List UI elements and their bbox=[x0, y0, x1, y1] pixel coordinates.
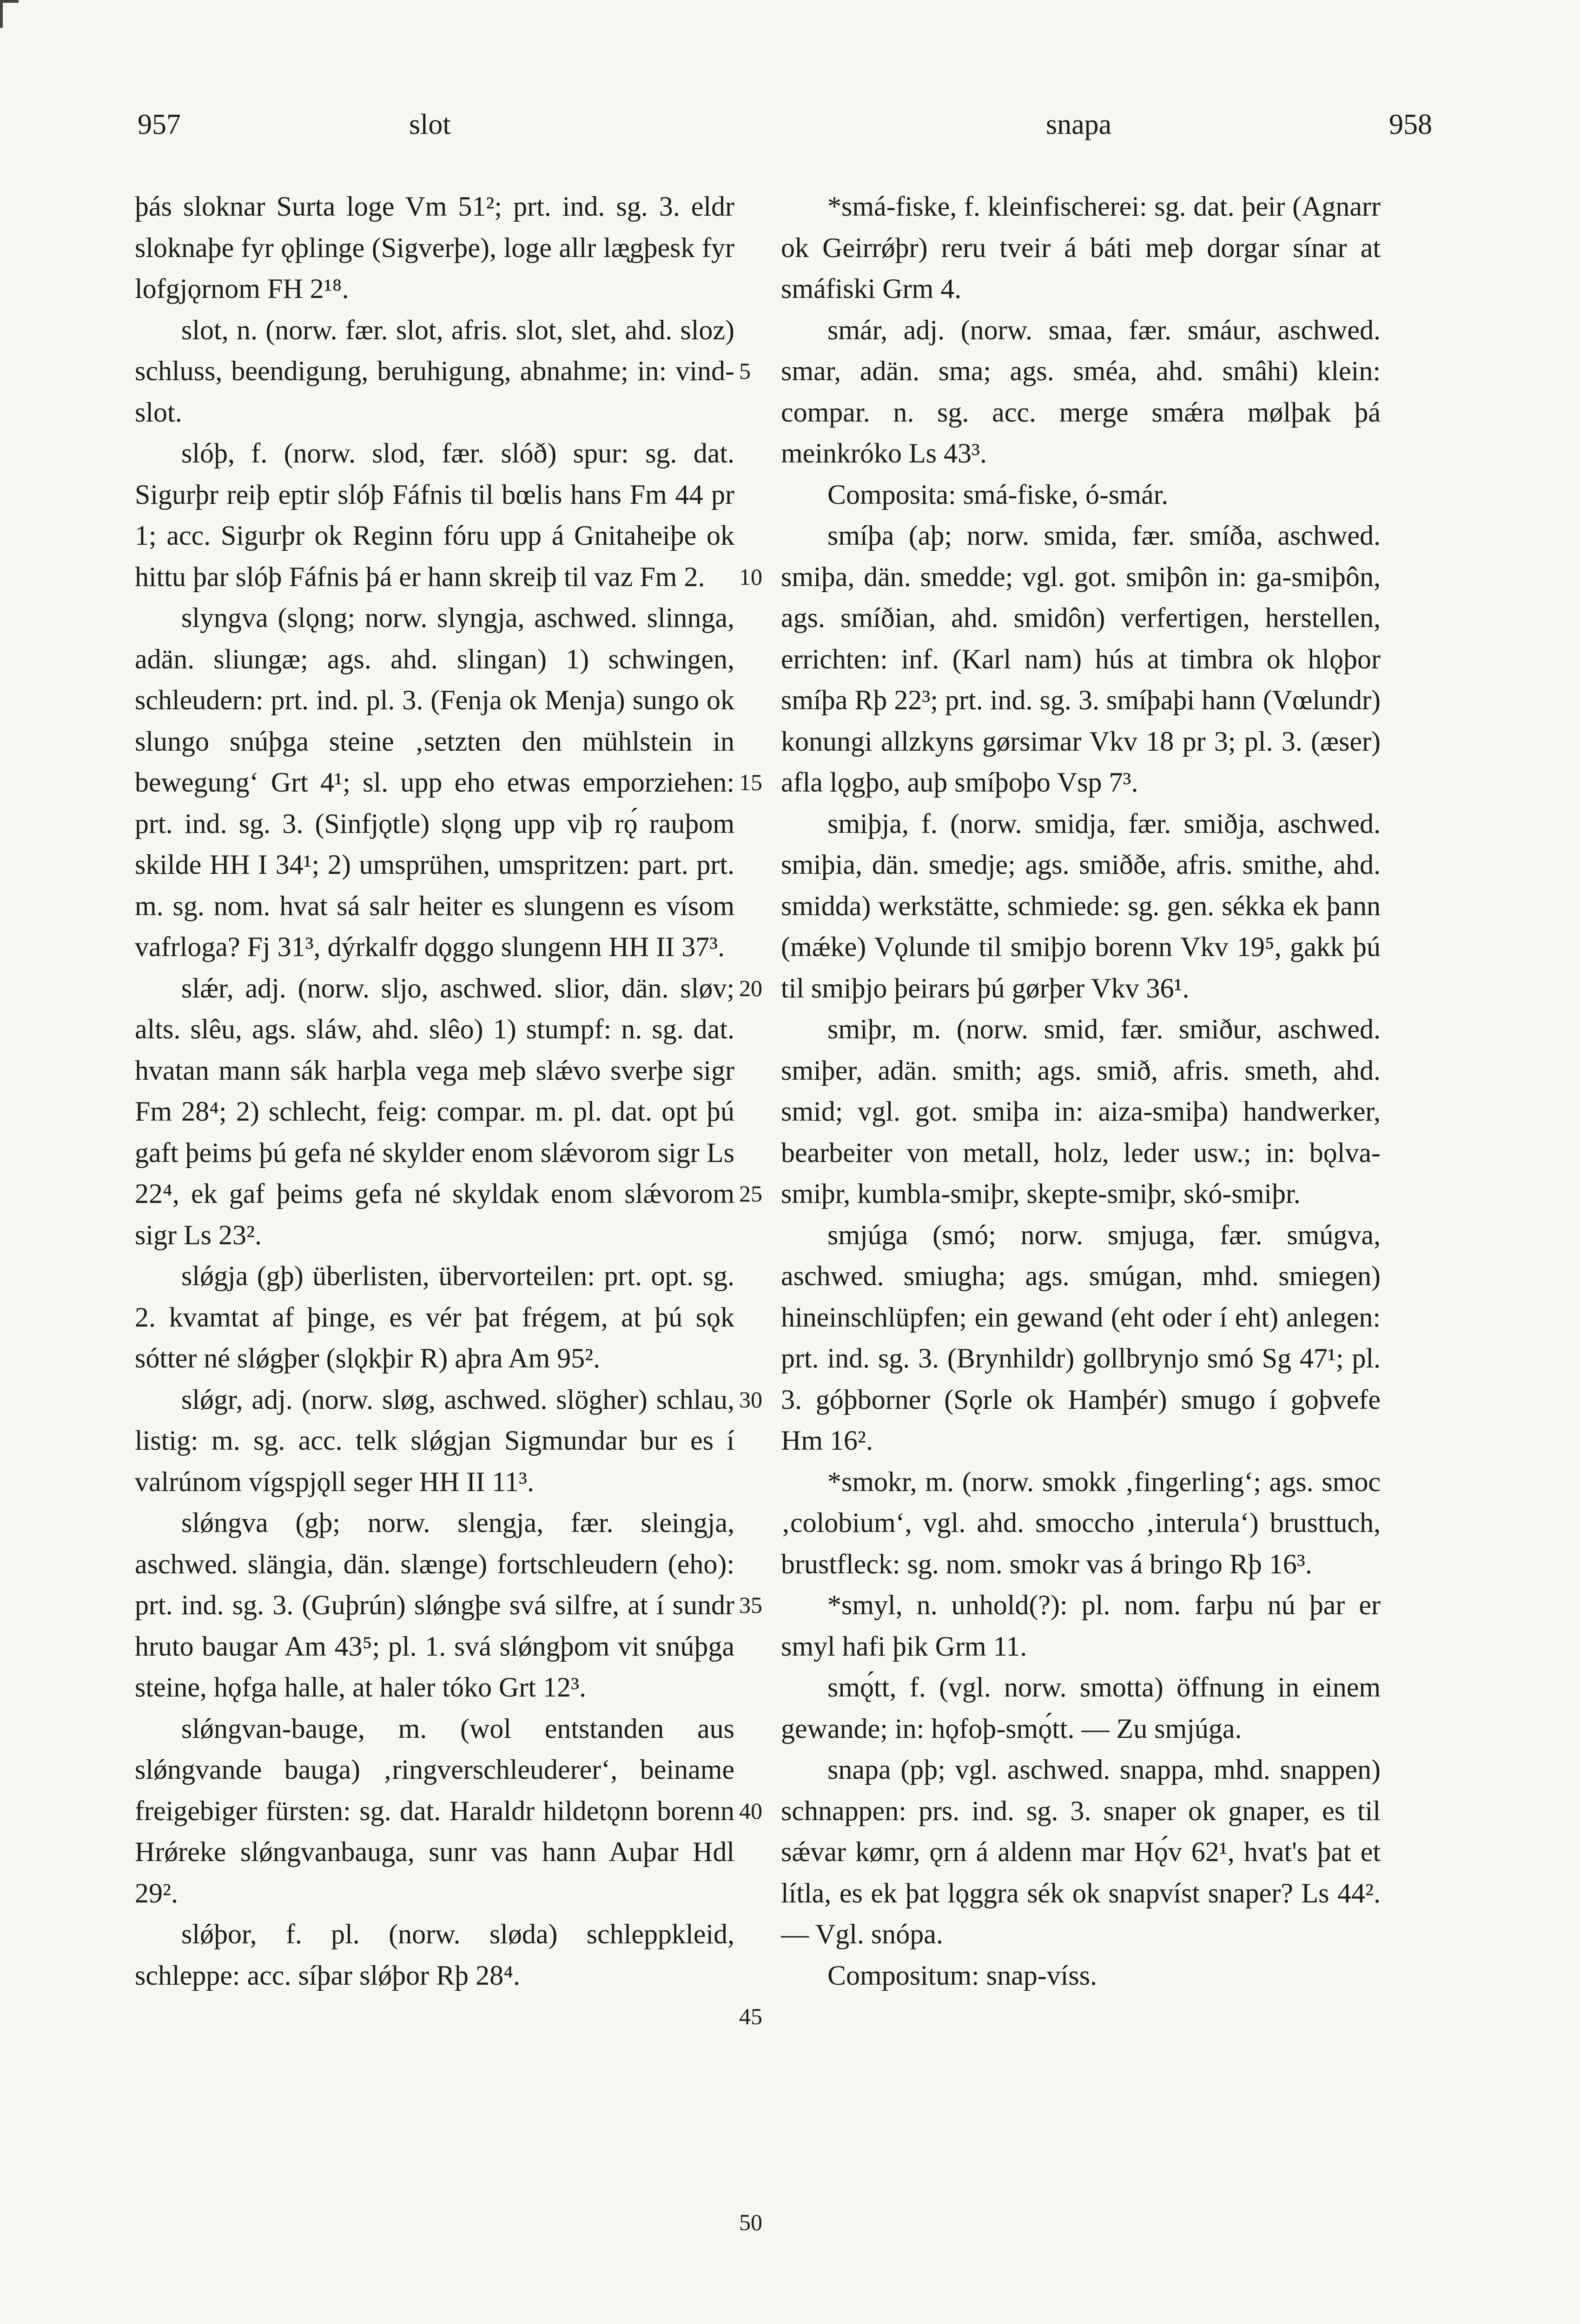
dictionary-entry: slyngva (slǫng; norw. slyngja, aschwed. slinnga, adän. sliungæ; ags. ahd. slingan) 1) schwingen, schleudern: prt. ind. pl. 3. (Fenja ok Menja) sungo ok slungo snúþga steine ‚setzten den mühlstein in bewegung‘ Grt 4¹; sl. upp eho etwas emporziehen: prt. ind. sg. 3. (Sinfjǫtle) slǫng upp viþ rǫ́ rauþom skilde HH I 34¹; 2) umsprühen, umspritzen: part. prt. m. sg. nom. hvat sá salr heiter es slungenn es vísom vafrloga? Fj 31³, dýrkalfr dǫggo slungenn HH II 37³. bbox=[135, 602, 734, 962]
line-number: 35 bbox=[739, 1592, 762, 1618]
page-header bbox=[0, 106, 1580, 157]
scan-edge-mark bbox=[0, 0, 19, 3]
left-column bbox=[135, 186, 734, 1996]
line-number: 5 bbox=[739, 358, 751, 384]
dictionary-entry: slǿgja (gþ) überlisten, übervorteilen: prt. opt. sg. 2. kvamtat af þinge, es vér þat frégem, at þú sǫk sótter né slǿgþer (slǫkþir R) aþra Am 95². bbox=[135, 1261, 734, 1373]
line-number: 25 bbox=[739, 1181, 762, 1207]
scan-edge-mark bbox=[0, 0, 3, 28]
entry-continuation: þás sloknar Surta loge Vm 51²; prt. ind. sg. 3. eldr sloknaþe fyr ǫþlinge (Sigverþe), loge allr læ̨gþesk fyr lofgjǫrnom FH 2¹⁸. bbox=[135, 191, 734, 304]
line-number: 40 bbox=[739, 1797, 762, 1824]
dictionary-entry: *smyl, n. unhold(?): pl. nom. farþu nú þar er smyl hafi þik Grm 11. bbox=[781, 1590, 1381, 1662]
line-number: 45 bbox=[739, 2003, 762, 2029]
dictionary-entry: slǽr, adj. (norw. sljo, aschwed. slior, dän. sløv; alts. slêu, ags. sláw, ahd. slêo) 1) stumpf: n. sg. dat. hvatan mann sák harþla vega meþ slǽvo sverþe sigr Fm 28⁴; 2) schlecht, feig: compar. m. pl. dat. opt þú gaft þeims þú gefa né skylder enom slǽvorom sigr Ls 22⁴, ek gaf þeims gefa né skyldak enom slǽvorom sigr Ls 23². bbox=[135, 972, 734, 1250]
line-number: 50 bbox=[739, 2209, 762, 2235]
dictionary-entry: *smá-fiske, f. kleinfischerei: sg. dat. þeir (Agnarr ok Geirrǿþr) reru tveir á báti meþ dorgar sínar at smáfiski Grm 4. bbox=[781, 191, 1381, 304]
line-number: 15 bbox=[739, 769, 762, 795]
dictionary-entry: slǿgr, adj. (norw. sløg, aschwed. slögher) schlau, listig: m. sg. acc. telk slǿgjan Sigmundar bur es í valrúnom vígspjǫll seger HH II 11³. bbox=[135, 1384, 734, 1497]
running-head-right: snapa bbox=[1046, 109, 1112, 140]
dictionary-entry: slot, n. (norw. fær. slot, afris. slot, slet, ahd. sloz) schluss, beendigung, beruhigung, abnahme; in: vind-slot. bbox=[135, 314, 734, 428]
dictionary-entry: slóþ, f. (norw. slod, fær. slóð) spur: sg. dat. Sigurþr reiþ eptir slóþ Fáfnis til bœlis hans Fm 44 pr 1; acc. Sigurþr ok Reginn fóru upp á Gnitaheiþe ok hittu þar slóþ Fáfnis þá er hann skreiþ til vaz Fm 2. bbox=[135, 438, 734, 592]
page-number-left: 957 bbox=[138, 109, 181, 140]
dictionary-entry: snapa (pþ; vgl. aschwed. snappa, mhd. snappen) schnappen: prs. ind. sg. 3. snaper ok gnaper, es til sǽvar kømr, ǫrn á aldenn mar Hǫ́v 62¹, hvat's þat et lítla, es ek þat lǫggra sék ok snapvíst snaper? Ls 44². — Vgl. snópa. bbox=[781, 1754, 1381, 1949]
dictionary-entry: slǿngva (gþ; norw. slengja, fær. sleingja, aschwed. slängia, dän. slænge) fortschleudern (eho): prt. ind. sg. 3. (Guþrún) slǿngþe svá silfre, at í sundr hruto baugar Am 43⁵; pl. 1. svá slǿngþom vit snúþga steine, hǫfga halle, at haler tóko Grt 12³. bbox=[135, 1507, 734, 1703]
running-head-left: slot bbox=[409, 109, 451, 140]
dictionary-entry: smiþr, m. (norw. smid, fær. smiður, aschwed. smiþer, adän. smith; ags. smið, afris. smeth, ahd. smid; vgl. got. smiþa in: aiza-smiþa) handwerker, bearbeiter von metall, holz, leder usw.; in: bǫlva-smiþr, kumbla-smiþr, skepte-smiþr, skó-smiþr. bbox=[781, 1014, 1381, 1209]
dictionary-entry: smǫ́tt, f. (vgl. norw. smotta) öffnung in einem gewande; in: hǫfoþ-smǫ́tt. — Zu smjúga. bbox=[781, 1672, 1381, 1744]
right-column bbox=[781, 186, 1381, 1996]
page-number-right: 958 bbox=[1389, 109, 1432, 140]
dictionary-entry: slǿþor, f. pl. (norw. sløda) schleppkleid, schleppe: acc. síþar slǿþor Rþ 28⁴. bbox=[135, 1919, 734, 1991]
dictionary-entry: smiþja, f. (norw. smidja, fær. smiðja, aschwed. smiþia, dän. smedje; ags. smiððe, afris. smithe, ahd. smidda) werkstätte, schmiede: sg. gen. sékka ek þann (mǽke) Vǫlunde til smiþjo borenn Vkv 19⁵, gakk þú til smiþjo þeirars þú gørþer Vkv 36¹. bbox=[781, 808, 1381, 1004]
line-number: 10 bbox=[739, 563, 762, 590]
dictionary-entry: smár, adj. (norw. smaa, fær. smáur, aschwed. smar, adän. sma; ags. sméa, ahd. smâhi) klein: compar. n. sg. acc. merge smǽra mølþak þá meinkróko Ls 43³. bbox=[781, 314, 1381, 469]
dictionary-entry: *smokr, m. (norw. smokk ‚fingerling‘; ags. smoc ‚colobium‘, vgl. ahd. smoccho ‚interula‘) brusttuch, brustfleck: sg. nom. smokr vas á bringo Rþ 16³. bbox=[781, 1466, 1381, 1579]
dictionary-entry: slǿngvan-bauge, m. (wol entstanden aus slǿngvande bauga) ‚ringverschleuderer‘, beiname freigebiger fürsten: sg. dat. Haraldr hildetǫnn borenn Hrǿreke slǿngvanbauga, sunr vas hann Auþar Hdl 29². bbox=[135, 1713, 734, 1908]
line-number: 20 bbox=[739, 975, 762, 1001]
dictionary-entry: smíþa (aþ; norw. smida, fær. smíða, aschwed. smiþa, dän. smedde; vgl. got. smiþôn in: ga-smiþôn, ags. smíðian, ahd. smidôn) verfertigen, herstellen, errichten: inf. (Karl nam) hús at timbra ok hlǫþor smíþa Rþ 22³; prt. ind. sg. 3. smíþaþi hann (Vœlundr) konungi allzkyns gørsimar Vkv 18 pr 3; pl. 3. (æser) afla lǫgþo, auþ smíþoþo Vsp 7³. bbox=[781, 520, 1381, 798]
compound-note: Composita: smá-fiske, ó-smár. bbox=[827, 479, 1169, 510]
compound-note: Compositum: snap-víss. bbox=[827, 1960, 1097, 1991]
line-number: 30 bbox=[739, 1386, 762, 1413]
dictionary-entry: smjúga (smó; norw. smjuga, fær. smúgva, aschwed. smiugha; ags. smúgan, mhd. smiegen) hineinschlüpfen; ein gewand (eht oder í eht) anlegen: prt. ind. sg. 3. (Brynhildr) gollbrynjo smó Sg 47¹; pl. 3. góþborner (Sǫrle ok Hamþér) smugo í goþvefe Hm 16². bbox=[781, 1219, 1381, 1456]
